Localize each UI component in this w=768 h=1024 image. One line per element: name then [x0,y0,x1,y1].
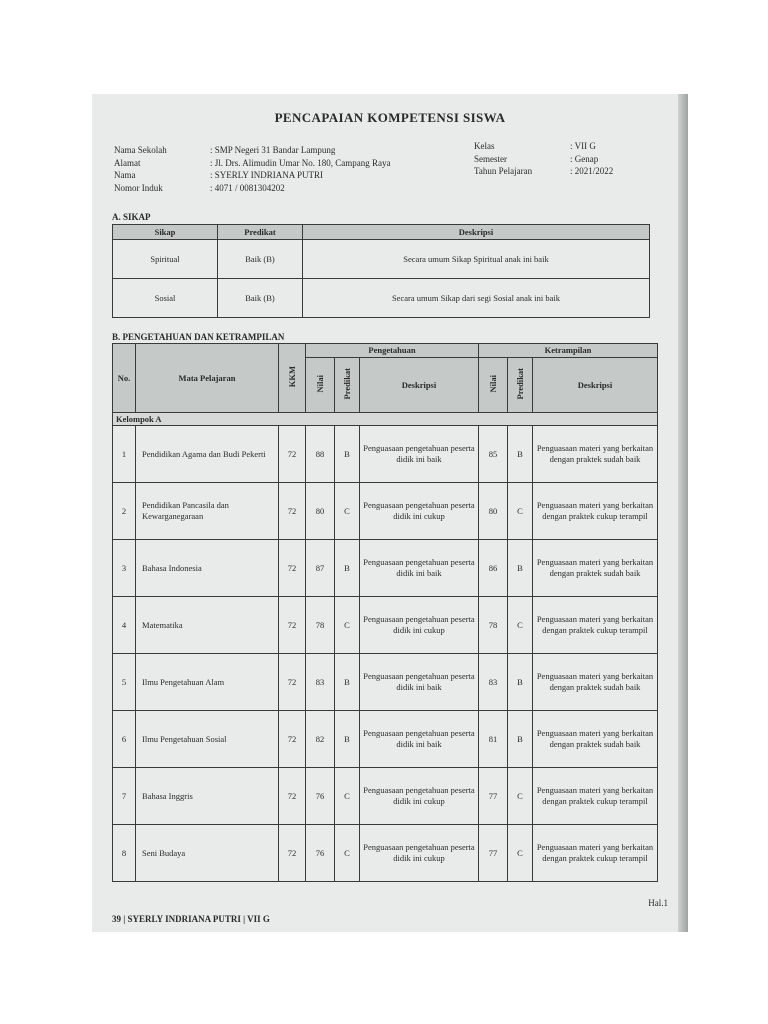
table-row [113,240,650,279]
table-row [113,426,658,483]
pengetahuan-nilai-cell: 88 [306,426,335,483]
subject-name-cell: Pendidikan Agama dan Budi Pekerti [136,426,279,483]
subject-name-cell: Ilmu Pengetahuan Sosial [136,711,279,768]
pengetahuan-nilai-cell: 83 [306,654,335,711]
info-label: Nomor Induk [114,182,163,193]
table-row [113,711,658,768]
kkm-cell: 72 [279,483,306,540]
group-label: Kelompok A [113,413,658,426]
ketrampilan-deskripsi-cell: Penguasaan materi yang berkaitan dengan praktek cukup terampil [533,483,658,540]
info-row [474,165,613,178]
col-header-no: No. [113,344,136,413]
table-row [113,654,658,711]
section-heading-sikap: A. SIKAP [112,212,151,222]
col-header-sikap: Sikap [113,225,218,240]
ketrampilan-nilai-cell: 77 [479,768,508,825]
info-label: Kelas [474,141,495,151]
col-header-k-predikat [508,358,533,413]
subject-number-cell: 4 [113,597,136,654]
info-row [114,182,390,195]
col-header-mapel: Mata Pelajaran [136,344,279,413]
col-header-k-nilai [479,358,508,413]
ketrampilan-predikat-cell: B [508,654,533,711]
ketrampilan-nilai-cell: 86 [479,540,508,597]
pengetahuan-predikat-cell: B [335,654,360,711]
page-footer: 39 | SYERLY INDRIANA PUTRI | VII G [112,914,270,924]
info-row [114,144,390,157]
table-row [113,825,658,882]
table-row [113,483,658,540]
pengetahuan-predikat-cell: C [335,597,360,654]
pengetahuan-nilai-cell: 76 [306,768,335,825]
ketrampilan-nilai-cell: 77 [479,825,508,882]
subject-number-cell: 7 [113,768,136,825]
pengetahuan-predikat-cell: C [335,825,360,882]
ketrampilan-nilai-cell: 81 [479,711,508,768]
table-row [113,279,650,318]
col-header-predikat: Predikat [218,225,303,240]
info-value: : 4071 / 0081304202 [210,182,285,193]
ketrampilan-predikat-cell: C [508,825,533,882]
table-row [113,768,658,825]
col-header-p-deskripsi: Deskripsi [360,358,479,413]
ketrampilan-nilai-cell: 78 [479,597,508,654]
predikat-cell: Baik (B) [218,240,303,279]
k-nilai-label: Nilai [487,374,498,393]
subject-number-cell: 8 [113,825,136,882]
col-header-kkm [279,344,306,413]
info-value: : SYERLY INDRIANA PUTRI [210,170,324,180]
info-label: Alamat [114,157,141,168]
col-header-k-deskripsi: Deskripsi [533,358,658,413]
subject-name-cell: Ilmu Pengetahuan Alam [136,654,279,711]
info-row [474,140,613,153]
pengetahuan-nilai-cell: 76 [306,825,335,882]
subject-number-cell: 6 [113,711,136,768]
subject-name-cell: Seni Budaya [136,825,279,882]
pengetahuan-deskripsi-cell: Penguasaan pengetahuan peserta didik ini baik [360,711,479,768]
ketrampilan-deskripsi-cell: Penguasaan materi yang berkaitan dengan praktek cukup terampil [533,768,658,825]
kkm-cell: 72 [279,597,306,654]
ketrampilan-nilai-cell: 83 [479,654,508,711]
info-label: Nama [114,170,136,180]
info-value: : SMP Negeri 31 Bandar Lampung [210,145,336,155]
student-info-left [114,144,390,194]
pengetahuan-table [112,343,658,882]
kkm-label: KKM [286,365,297,388]
ketrampilan-predikat-cell: B [508,426,533,483]
page-title: PENCAPAIAN KOMPETENSI SISWA [274,110,506,125]
pengetahuan-predikat-cell: C [335,483,360,540]
pengetahuan-nilai-cell: 82 [306,711,335,768]
info-value: : VII G [570,141,596,151]
page-number: Hal.1 [648,898,668,908]
pengetahuan-predikat-cell: C [335,768,360,825]
info-value: : Genap [570,153,599,164]
info-label: Semester [474,153,507,164]
ketrampilan-deskripsi-cell: Penguasaan materi yang berkaitan dengan praktek cukup terampil [533,825,658,882]
pengetahuan-nilai-cell: 78 [306,597,335,654]
page-binding-edge [678,94,688,932]
pengetahuan-deskripsi-cell: Penguasaan pengetahuan peserta didik ini baik [360,540,479,597]
pengetahuan-deskripsi-cell: Penguasaan pengetahuan peserta didik ini cukup [360,825,479,882]
table-header-row [113,344,658,358]
info-row [474,153,613,166]
p-nilai-label: Nilai [314,374,325,393]
sikap-cell: Spiritual [113,240,218,279]
info-value: : 2021/2022 [570,166,614,176]
pengetahuan-deskripsi-cell: Penguasaan pengetahuan peserta didik ini cukup [360,483,479,540]
kkm-cell: 72 [279,711,306,768]
col-header-pengetahuan: Pengetahuan [306,344,479,358]
subject-number-cell: 5 [113,654,136,711]
pengetahuan-deskripsi-cell: Penguasaan pengetahuan peserta didik ini baik [360,654,479,711]
subject-rows [113,426,658,882]
info-label: Tahun Pelajaran [474,166,533,176]
ketrampilan-deskripsi-cell: Penguasaan materi yang berkaitan dengan praktek sudah baik [533,654,658,711]
p-predikat-label: Predikat [341,367,352,400]
ketrampilan-deskripsi-cell: Penguasaan materi yang berkaitan dengan praktek cukup terampil [533,597,658,654]
ketrampilan-predikat-cell: C [508,768,533,825]
info-label: Nama Sekolah [114,145,167,155]
deskripsi-cell: Secara umum Sikap Spiritual anak ini baik [303,240,650,279]
ketrampilan-predikat-cell: C [508,597,533,654]
pengetahuan-predikat-cell: B [335,426,360,483]
pengetahuan-nilai-cell: 87 [306,540,335,597]
kkm-cell: 72 [279,540,306,597]
predikat-cell: Baik (B) [218,279,303,318]
kkm-cell: 72 [279,654,306,711]
group-row [113,413,658,426]
subject-number-cell: 2 [113,483,136,540]
subject-number-cell: 1 [113,426,136,483]
pengetahuan-deskripsi-cell: Penguasaan pengetahuan peserta didik ini baik [360,426,479,483]
deskripsi-cell: Secara umum Sikap dari segi Sosial anak ini baik [303,279,650,318]
info-value: : Jl. Drs. Alimudin Umar No. 180, Campang Raya [210,157,391,168]
ketrampilan-deskripsi-cell: Penguasaan materi yang berkaitan dengan praktek sudah baik [533,426,658,483]
table-row [113,597,658,654]
ketrampilan-predikat-cell: B [508,711,533,768]
kkm-cell: 72 [279,768,306,825]
sikap-cell: Sosial [113,279,218,318]
report-page [92,94,688,932]
pengetahuan-predikat-cell: B [335,540,360,597]
ketrampilan-nilai-cell: 80 [479,483,508,540]
student-info-right [474,140,613,178]
table-row [113,540,658,597]
col-header-ketrampilan: Ketrampilan [479,344,658,358]
ketrampilan-nilai-cell: 85 [479,426,508,483]
subject-number-cell: 3 [113,540,136,597]
col-header-deskripsi: Deskripsi [303,225,650,240]
kkm-cell: 72 [279,825,306,882]
pengetahuan-deskripsi-cell: Penguasaan pengetahuan peserta didik ini cukup [360,768,479,825]
ketrampilan-deskripsi-cell: Penguasaan materi yang berkaitan dengan praktek sudah baik [533,711,658,768]
pengetahuan-deskripsi-cell: Penguasaan pengetahuan peserta didik ini cukup [360,597,479,654]
table-header-row [113,225,650,240]
subject-name-cell: Pendidikan Pancasila dan Kewarganegaraan [136,483,279,540]
kkm-cell: 72 [279,426,306,483]
col-header-p-predikat [335,358,360,413]
subject-name-cell: Bahasa Inggris [136,768,279,825]
ketrampilan-predikat-cell: B [508,540,533,597]
section-heading-pengetahuan: B. PENGETAHUAN DAN KETRAMPILAN [112,332,285,342]
sikap-table [112,224,650,318]
ketrampilan-deskripsi-cell: Penguasaan materi yang berkaitan dengan praktek sudah baik [533,540,658,597]
col-header-p-nilai [306,358,335,413]
k-predikat-label: Predikat [514,367,525,400]
ketrampilan-predikat-cell: C [508,483,533,540]
pengetahuan-predikat-cell: B [335,711,360,768]
info-row [114,169,390,182]
subject-name-cell: Matematika [136,597,279,654]
subject-name-cell: Bahasa Indonesia [136,540,279,597]
info-row [114,157,390,170]
pengetahuan-nilai-cell: 80 [306,483,335,540]
